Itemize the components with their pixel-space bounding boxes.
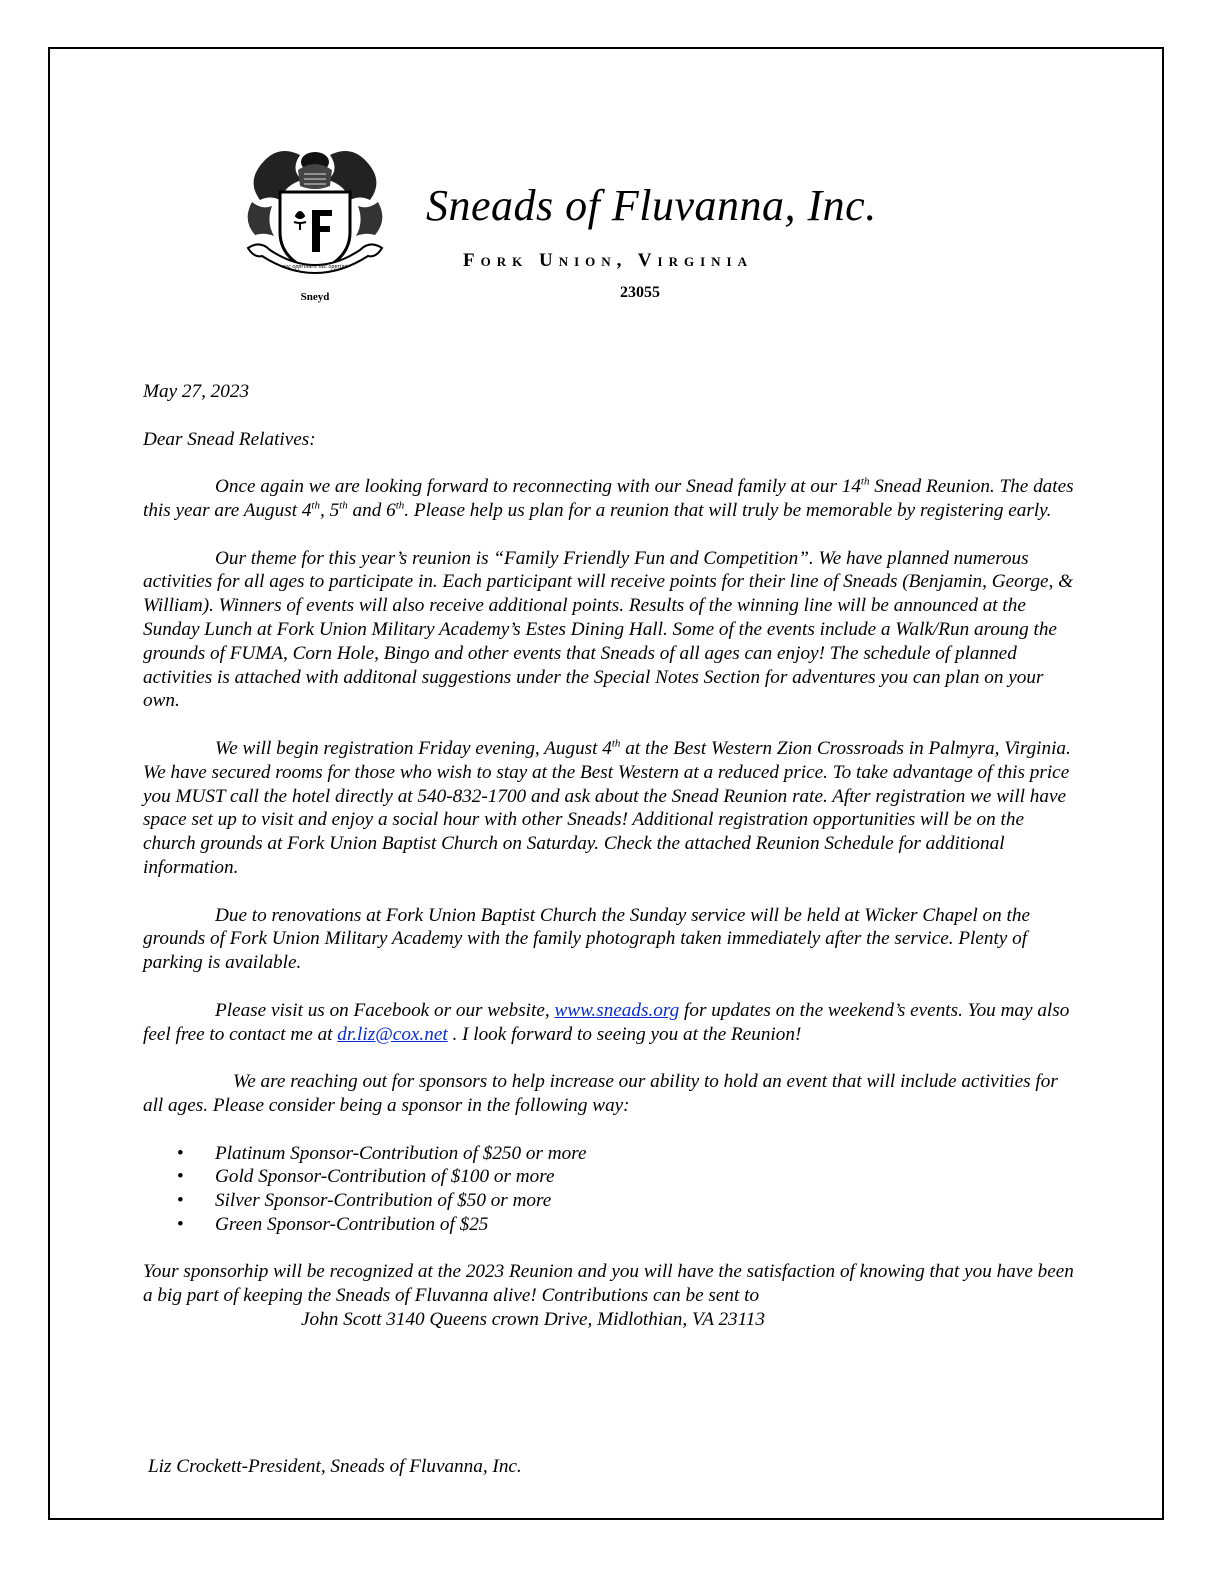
letter-salutation: Dear Snead Relatives: <box>143 428 316 450</box>
organization-name: Sneads of Fluvanna, Inc. <box>426 181 877 230</box>
letter-body <box>143 380 1078 1356</box>
crest-name: Sneyd <box>300 291 330 303</box>
paragraph-reunion-dates: Once again we are looking forward to reconnecting with our Snead family at our 14th Snead Reunion. The dates this year are August 4th, 5th and 6th. Please help us plan for a reunion that will truly be memorable by registering early. <box>143 475 1074 521</box>
list-item: • Green Sponsor-Contribution of $25 <box>143 1213 1078 1237</box>
crest-motto: nec opprimere nec opprimi <box>282 264 348 270</box>
list-item: • Platinum Sponsor-Contribution of $250 or more <box>143 1142 1078 1166</box>
list-item: • Gold Sponsor-Contribution of $100 or more <box>143 1165 1078 1189</box>
paragraph-registration: We will begin registration Friday evening, August 4th at the Best Western Zion Crossroads in Palmyra, Virginia. We have secured rooms for those who wish to stay at the Best Western at a reduced price. To take advantage of this price you MUST call the hotel directly at 540-832-1700 and ask about the Snead Reunion rate. After registration we will have space set up to visit and enjoy a social hour with other Sneads! Additional registration opportunities will be on the church grounds at Fork Union Baptist Church on Saturday. Check the attached Reunion Schedule for additional information. <box>143 737 1071 878</box>
organization-location: Fork Union, Virginia <box>463 250 753 271</box>
sponsor-list <box>143 1142 1078 1237</box>
mailing-address: John Scott 3140 Queens crown Drive, Midlothian, VA 23113 <box>301 1309 765 1331</box>
paragraph-theme: Our theme for this year’s reunion is “Family Friendly Fun and Competition”. We have planned numerous activities for all ages to participate in. Each participant will receive points for their line of Sneads (Benjamin, George, & William). Winners of events will also receive additional points. Results of the winning line will be announced at the Sunday Lunch at Fork Union Military Academy’s Estes Dining Hall. Some of the events include a Walk/Run aroung the grounds of FUMA, Corn Hole, Bingo and other events that Sneads of all ages can enjoy! The schedule of planned activities is attached with additonal suggestions under the Special Notes Section for adventures you can plan on your own. <box>143 547 1074 712</box>
website-link[interactable]: www.sneads.org <box>554 999 680 1021</box>
organization-zip: 23055 <box>620 284 660 301</box>
email-link[interactable]: dr.liz@cox.net <box>337 1023 448 1045</box>
paragraph-contributions: Your sponsorhip will be recognized at the 2023 Reunion and you will have the satisfaction of knowing that you have been a big part of keeping the Sneads of Fluvanna alive! Contributions can be sent to John Scott 3140 Queens crown Drive, Midlothian, VA 23113 <box>143 1260 1078 1331</box>
family-crest-logo <box>240 140 390 310</box>
paragraph-sunday-service: Due to renovations at Fork Union Baptist Church the Sunday service will be held at Wicker Chapel on the grounds of Fork Union Military Academy with the family photograph taken immediately after the service. Plenty of parking is available. <box>143 904 1030 974</box>
signature: Liz Crockett-President, Sneads of Fluvanna, Inc. <box>148 1456 522 1477</box>
list-item: • Silver Sponsor-Contribution of $50 or more <box>143 1189 1078 1213</box>
letter-date: May 27, 2023 <box>143 381 250 402</box>
paragraph-contact: Please visit us on Facebook or our website, www.sneads.org for updates on the weekend’s events. You may also feel free to contact me at dr.liz@cox.net . I look forward to seeing you at the Reunion! <box>143 999 1070 1045</box>
paragraph-sponsors: We are reaching out for sponsors to help increase our ability to hold an event that will include activities for all ages. Please consider being a sponsor in the following way: <box>143 1071 1058 1116</box>
